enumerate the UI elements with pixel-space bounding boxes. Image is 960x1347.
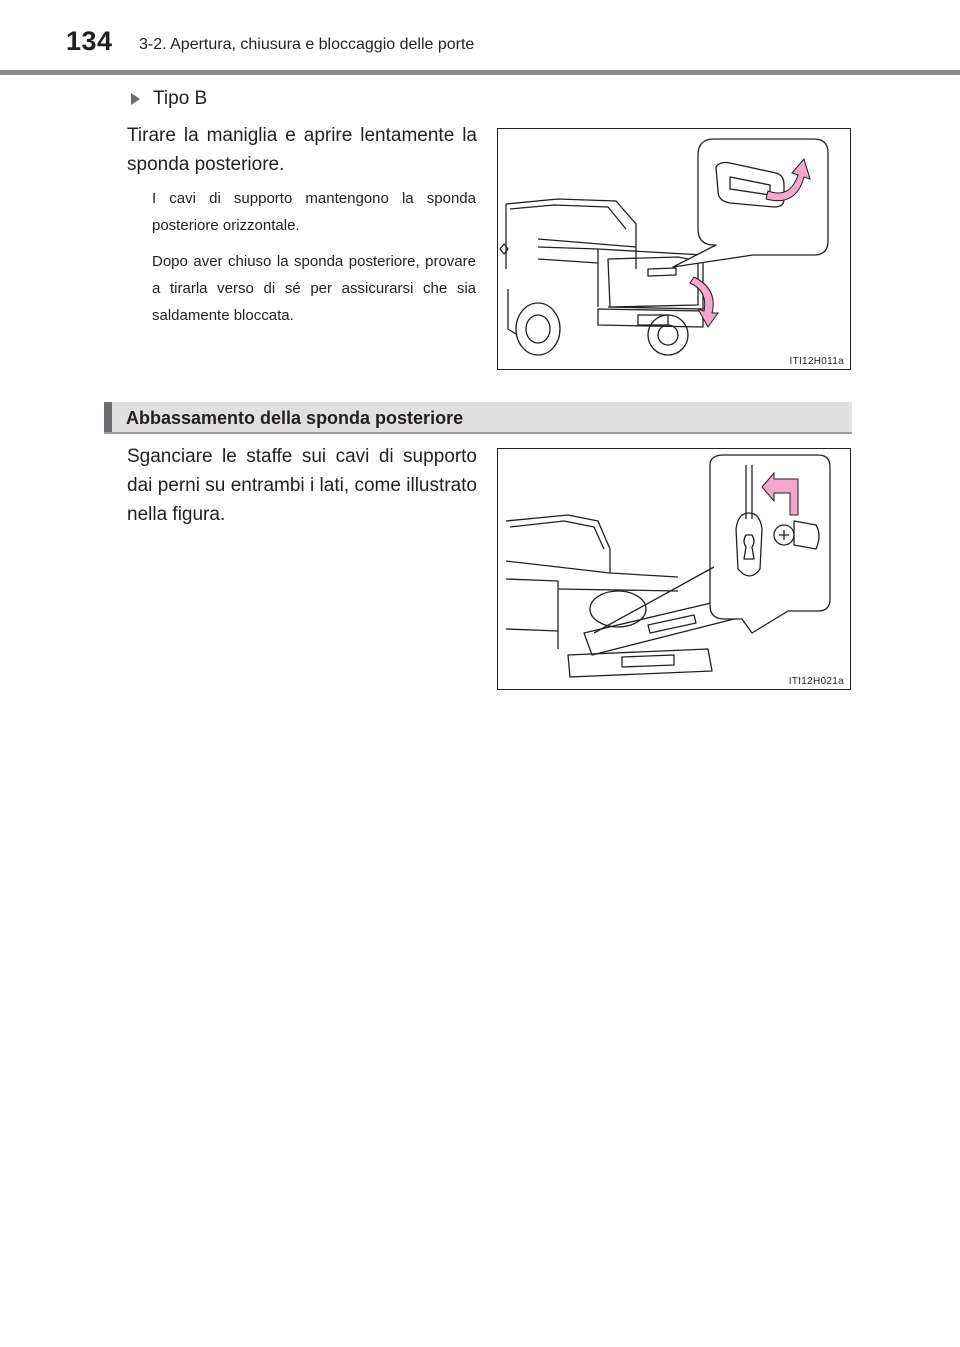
type-b-instruction: Tirare la maniglia e aprire lentamente la sponda posteriore. [127,125,477,175]
triangle-bullet-icon [131,93,140,105]
page-number: 134 [66,26,113,56]
truck-tailgate-lowered-illustration [498,449,851,690]
figure-open-tailgate [497,128,851,370]
note-support-cables: I cavi di supporto mantengono la sponda posteriore orizzontale. [152,190,476,234]
figure-lower-tailgate [497,448,851,690]
figure-code: ITI12H021a [788,676,844,687]
lowering-instruction: Sganciare le staffe sui cavi di supporto dai perni su entrambi i lati, come illustrato nella figura. [127,446,477,525]
figure-code: ITI12H011a [789,356,844,367]
type-b-label: Tipo B [153,88,208,109]
note-check-locked: Dopo aver chiuso la sponda posteriore, provare a tirarla verso di sé per assicurarsi che sia saldamente bloccata. [152,253,476,324]
section-title: Abbassamento della sponda posteriore [126,408,464,428]
truck-tailgate-open-illustration [498,129,851,370]
section-heading-bar [104,402,852,434]
chapter-title: 3-2. Apertura, chiusura e bloccaggio delle porte [139,36,475,53]
type-b-heading [131,88,207,110]
header-divider [0,70,960,75]
section-accent [104,402,112,432]
